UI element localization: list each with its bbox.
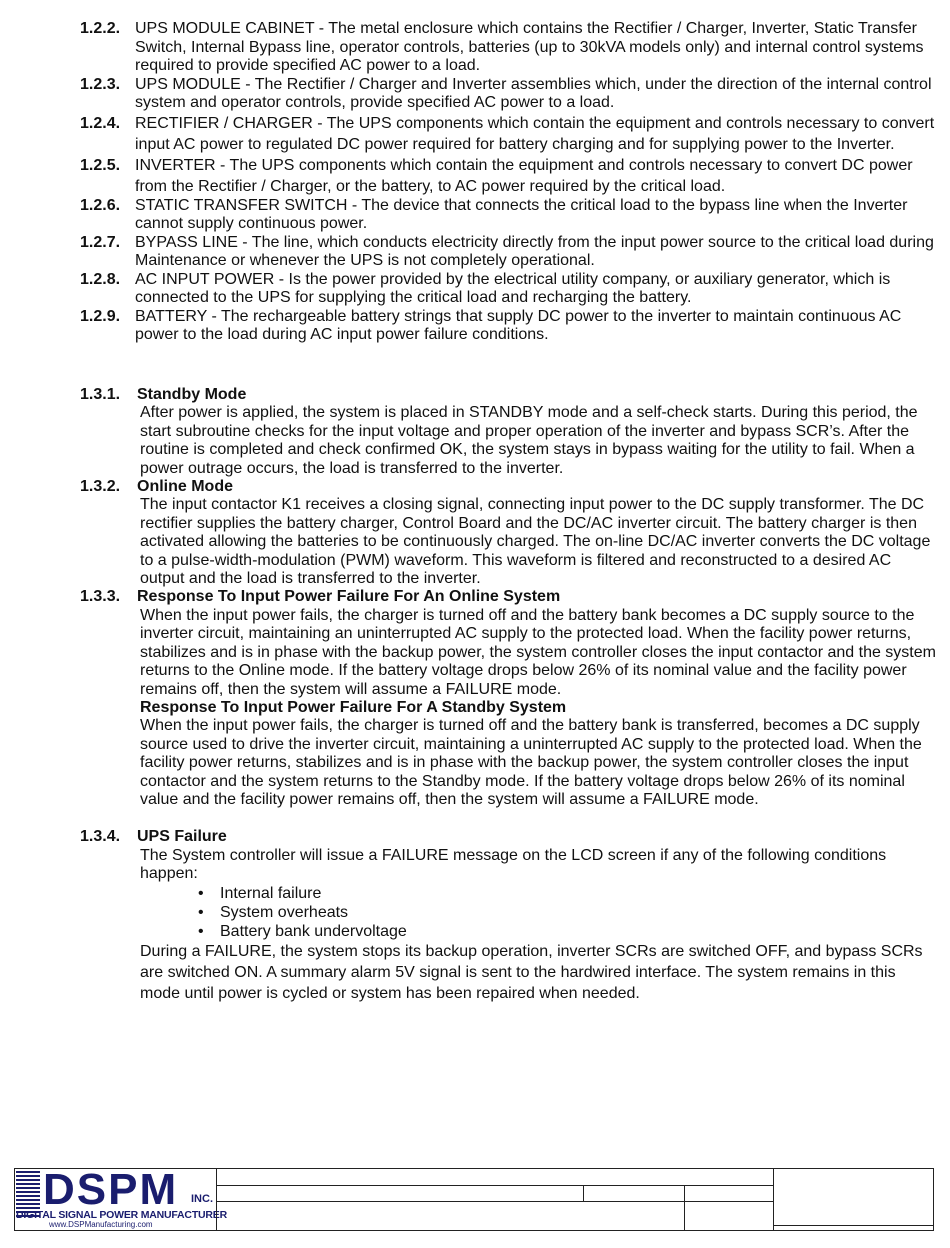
failure-conditions-list [198,884,940,941]
definition-number: 1.2.5. [80,156,121,174]
subsection-title: Response To Input Power Failure For A Standby System [140,698,567,716]
definition-item [80,271,935,308]
definition-item [80,155,935,197]
divider [684,1185,685,1230]
section-heading [80,828,940,846]
standby-mode-section [80,386,940,478]
definition-text: UPS MODULE - The Rectifier / Charger and Inverter assemblies which, under the direction of the internal control system and operator controls, provide specified AC power to a load. [135,75,932,111]
definition-text: RECTIFIER / CHARGER - The UPS components which contain the equipment and controls necessary to convert input AC power to regulated DC power required for battery charging and for supplying power to the Inverter. [135,114,935,153]
section-heading [80,386,940,404]
definition-item [80,197,935,234]
section-number: 1.3.1. [80,386,121,403]
section-title: Standby Mode [137,386,247,403]
divider [774,1225,933,1226]
title-block-fields [216,1168,774,1231]
list-item: • Internal failure [198,884,940,903]
definition-number: 1.2.9. [80,307,121,325]
definition-text: BYPASS LINE - The line, which conducts electricity directly from the input power source to the critical load during Maintenance or whenever the UPS is not completely operational. [135,233,934,269]
title-block-right-cell [774,1168,934,1231]
section-body: The input contactor K1 receives a closing signal, connecting input power to the DC supply transformer. The DC rectifier supplies the battery charger, Control Board and the DC/AC inverter circuit. The battery charger is then activated allowing the batteries to be continuously charged. The on-line DC/AC inverter converts the DC voltage to a pulse-width-modulation (PWM) waveform. This waveform is filtered and reconstructed to a desired AC output and the load is transferred to the inverter. [140,496,931,588]
definition-number: 1.2.2. [80,20,121,37]
response-section [80,588,940,809]
divider [217,1201,773,1202]
logo-url: www.DSPManufacturing.com [49,1220,153,1229]
divider [217,1185,773,1186]
definitions-section [80,20,935,345]
definition-number: 1.2.8. [80,270,121,288]
definition-item [80,20,935,76]
section-heading [80,588,940,606]
section-body: When the input power fails, the charger is turned off and the battery bank becomes a DC supply source to the inverter circuit, maintaining an uninterrupted AC supply to the protected load. When the facility power returns, stabilizes and is in phase with the backup power, the system controller closes the input contactor and the system returns to the Online mode. If the battery voltage drops below 26% of its nominal value and the facility power remains off, then the system will assume a FAILURE mode. [140,606,936,698]
section-number: 1.3.3. [80,588,121,606]
definition-item [80,308,935,345]
section-title: UPS Failure [137,828,227,846]
section-body: After power is applied, the system is placed in STANDBY mode and a self-check starts. During this period, the start subroutine checks for the input voltage and proper operation of the inverter and bypass SCR’s. After the routine is completed and check confirmed OK, the system stays in bypass waiting for the utility to fail. When a power outrage occurs, the load is transferred to the inverter. [140,404,918,477]
definition-number: 1.2.4. [80,114,121,132]
definition-number: 1.2.7. [80,233,121,251]
definition-item [80,234,935,271]
online-mode-section [80,478,940,588]
logo-tagline: DIGITAL SIGNAL POWER MANUFACTURER [16,1209,227,1221]
logo-inc: INC. [191,1193,213,1205]
definition-text: AC INPUT POWER - Is the power provided by the electrical utility company, or auxiliary generator, which is connected to the UPS for supplying the critical load and recharging the battery. [135,270,891,306]
section-body: The System controller will issue a FAILURE message on the LCD screen if any of the following conditions happen: [140,846,887,883]
company-logo [14,1165,227,1231]
definition-text: INVERTER - The UPS components which contain the equipment and controls necessary to convert DC power from the Rectifier / Charger, or the battery, to AC power required by the critical load. [135,156,913,195]
list-item: • Battery bank undervoltage [198,922,940,941]
definition-number: 1.2.6. [80,196,121,214]
divider [583,1185,584,1201]
modes-section [80,386,940,1004]
title-block [14,1165,934,1231]
failure-closing-text: During a FAILURE, the system stops its backup operation, inverter SCRs are switched OFF, and bypass SCRs are switched ON. A summary alarm 5V signal is sent to the hardwired interface. The system remains in this mode until power is cycled or system has been repaired when needed. [140,942,923,1002]
definition-number: 1.2.3. [80,75,121,93]
section-heading [80,478,940,496]
definition-text: BATTERY - The rechargeable battery strings that supply DC power to the inverter to maintain continuous AC power to the load during AC input power failure conditions. [135,307,902,343]
definition-text: STATIC TRANSFER SWITCH - The device that connects the critical load to the bypass line when the Inverter cannot supply continuous power. [135,196,908,232]
failure-section [80,828,940,1003]
section-title: Response To Input Power Failure For An Online System [137,588,561,606]
section-number: 1.3.2. [80,478,121,496]
logo-wordmark: DSPM [43,1165,179,1214]
subsection-body: When the input power fails, the charger is turned off and the battery bank is transferred, becomes a DC supply source used to drive the inverter circuit, maintaining a uninterrupted AC supply to the protected load. When the facility power returns, stabilizes and is in phase with the backup power, the system controller closes the input contactor and the system returns to the Standby mode. If the battery voltage drops below 26% of its nominal value and the facility power remains off, then the system will assume a FAILURE mode. [140,717,922,808]
section-title: Online Mode [137,478,233,496]
definition-item [80,76,935,113]
list-item: • System overheats [198,903,940,922]
section-number: 1.3.4. [80,828,121,846]
definition-text: UPS MODULE CABINET - The metal enclosure which contains the Rectifier / Charger, Inverter, Static Transfer Switch, Internal Bypass line, operator controls, batteries (up to 30kVA models only) and internal control systems required to provide specified AC power to a load. [135,20,924,74]
definition-item [80,113,935,155]
